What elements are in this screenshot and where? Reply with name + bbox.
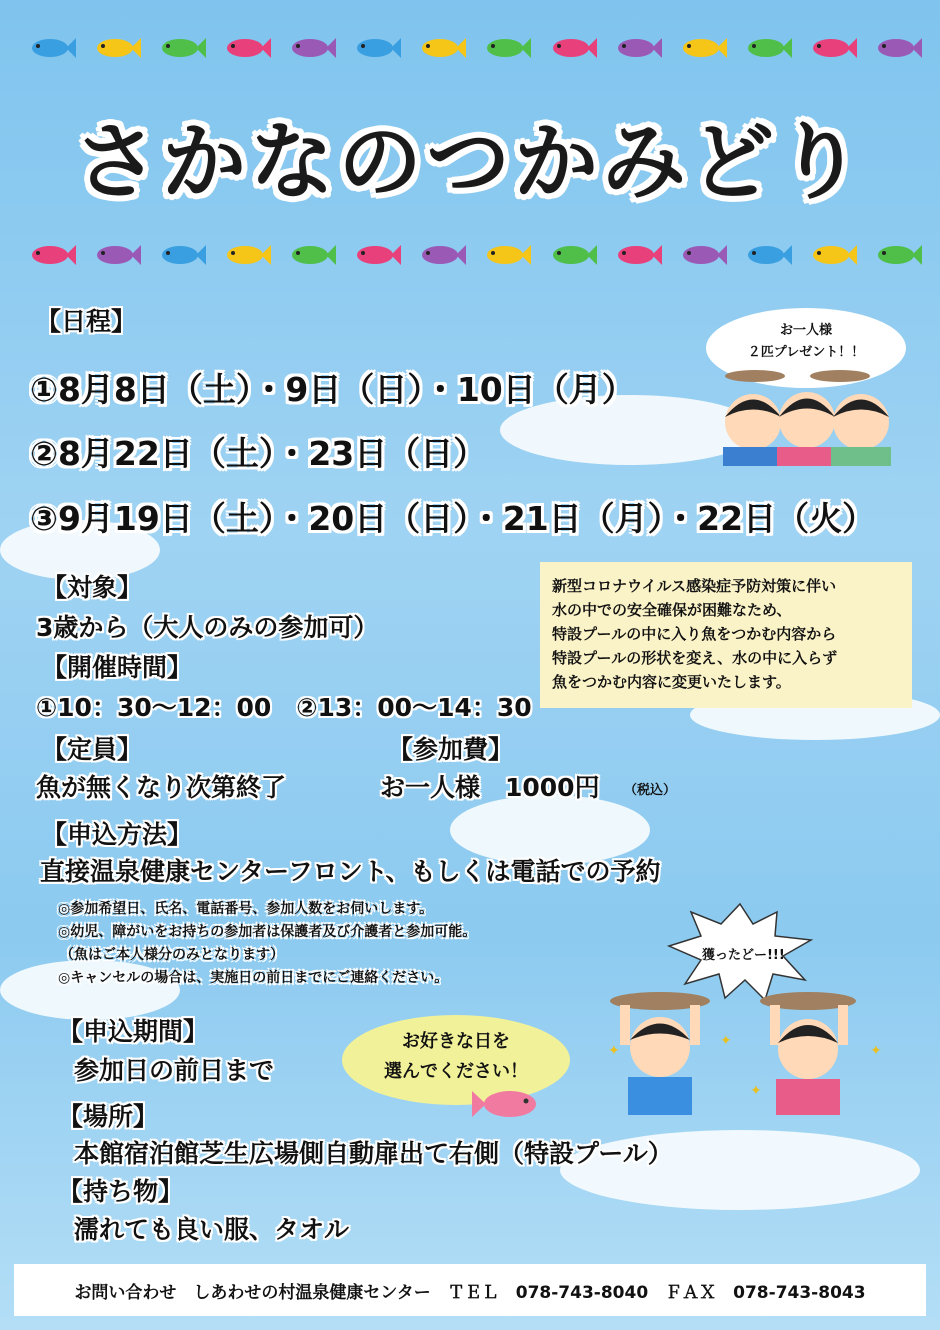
svg-text:✦: ✦	[870, 1043, 882, 1059]
capacity-value: 魚が無くなり次第終了	[36, 773, 287, 802]
covid-notice	[540, 562, 912, 708]
fish-border-bottom	[22, 240, 922, 274]
shout-text: 獲ったどー!!!	[702, 948, 785, 963]
fish-icon	[22, 33, 76, 63]
choose-line-2: 選んでください！	[384, 1061, 528, 1082]
hours-heading: 【開催時間】	[42, 653, 193, 682]
fish-icon	[347, 33, 401, 63]
notice-line-2: 水の中での安全確保が困難なため、	[552, 601, 792, 619]
fish-icon	[87, 33, 141, 63]
fee-value: お一人様 1000円	[380, 773, 600, 802]
fish-icon	[412, 240, 466, 270]
schedule-line-2: ②8月22日（土）・23日（日）	[30, 434, 487, 473]
notice-line-3: 特設プールの中に入り魚をつかむ内容から	[552, 625, 837, 643]
fish-icon	[868, 240, 922, 270]
kids-holding-fish-illustration	[600, 985, 900, 1115]
poster-title: さかなのつかみどり	[73, 113, 866, 211]
schedule-line-1: ①8月8日（土）・9日（日）・10日（月）	[30, 370, 635, 409]
fish-icon	[673, 240, 727, 270]
fish-icon	[738, 33, 792, 63]
fish-icon	[543, 240, 597, 270]
present-line-2: ２匹プレゼント！！	[747, 345, 865, 360]
fish-icon	[152, 240, 206, 270]
items-heading: 【持ち物】	[58, 1177, 184, 1206]
fish-icon	[803, 33, 857, 63]
present-line-1: お一人様	[779, 323, 832, 338]
application-heading: 【申込方法】	[42, 820, 193, 849]
target-heading: 【対象】	[42, 573, 143, 602]
fish-icon	[87, 240, 141, 270]
application-value: 直接温泉健康センターフロント、もしくは電話での予約	[40, 857, 661, 886]
fish-icon	[282, 240, 336, 270]
fish-icon	[608, 240, 662, 270]
svg-text:✦: ✦	[608, 1043, 620, 1059]
fish-icon	[477, 240, 531, 270]
application-note-3: （魚はご本人様分のみとなります）	[60, 947, 284, 963]
fish-icon	[217, 240, 271, 270]
application-note-2: ◎幼児、障がいをお持ちの参加者は保護者及び介護者と参加可能。	[58, 924, 477, 940]
fee-heading: 【参加費】	[388, 735, 514, 764]
choose-line-1: お好きな日を	[402, 1031, 510, 1052]
fee-tax: （税込）	[624, 783, 677, 798]
schedule-line-3: ③9月19日（土）・20日（日）・21日（月）・22日（火）	[30, 499, 876, 538]
fish-icon	[673, 33, 727, 63]
notice-line-1: 新型コロナウイルス感染症予防対策に伴い	[552, 577, 837, 595]
schedule-heading: 【日程】	[36, 307, 137, 336]
fish-icon	[282, 33, 336, 63]
place-value: 本館宿泊館芝生広場側自動扉出て右側（特設プール）	[74, 1139, 673, 1168]
notice-line-4: 特設プールの形状を変え、水の中に入らず	[552, 649, 838, 667]
contact-text: お問い合わせ しあわせの村温泉健康センター ＴＥＬ 078-743-8040 ＦＡＸ 078-743-8043	[74, 1282, 866, 1303]
fish-icon	[477, 33, 531, 63]
period-heading: 【申込期間】	[58, 1017, 209, 1046]
fish-icon	[868, 33, 922, 63]
hours-value: ①10：30～12：00 ②13：00～14：30	[36, 693, 532, 722]
fish-icon	[347, 240, 401, 270]
contact-footer	[14, 1264, 926, 1316]
fish-icon	[803, 240, 857, 270]
place-heading: 【場所】	[58, 1102, 159, 1131]
fish-icon	[738, 240, 792, 270]
fish-icon	[412, 33, 466, 63]
fish-icon	[217, 33, 271, 63]
fish-icon	[152, 33, 206, 63]
pink-fish-icon	[470, 1085, 544, 1123]
notice-line-5: 魚をつかむ内容に変更いたします。	[552, 673, 791, 691]
fish-icon	[608, 33, 662, 63]
fish-icon	[543, 33, 597, 63]
kids-illustration	[715, 362, 915, 466]
svg-text:✦: ✦	[750, 1083, 762, 1099]
application-note-1: ◎参加希望日、氏名、電話番号、参加人数をお伺いします。	[58, 901, 434, 917]
application-note-4: ◎キャンセルの場合は、実施日の前日までにご連絡ください。	[58, 970, 449, 986]
period-value: 参加日の前日まで	[74, 1056, 275, 1085]
fish-border-top	[22, 33, 922, 67]
items-value: 濡れても良い服、タオル	[74, 1215, 350, 1244]
svg-text:✦: ✦	[720, 1033, 732, 1049]
target-value: 3歳から（大人のみの参加可）	[36, 613, 379, 642]
capacity-heading: 【定員】	[42, 735, 143, 764]
fish-icon	[22, 240, 76, 270]
